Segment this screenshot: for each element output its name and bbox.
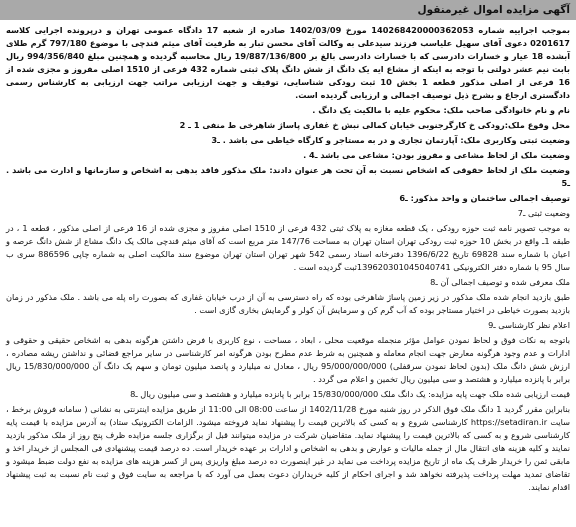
notice-title: آگهی مزایده اموال غیرمنقول [417,4,570,16]
section8-body: طبق بازدید انجام شده ملک مذکور در زیر زمین پاساژ شاهرخی بوده که راه دسترسی به آن از درب خیابان غفاری که بصورت راه پله می باشد . ملک مذکور در زمان بازدید بصورت خیاطی در اختیار مستاجر بوده که آب گرم کن و سرمایش آن کولر و گرمایش بخاری گازی است . [6,292,570,315]
notice-header [0,0,576,20]
intro-paragraph: بموجب اجراییه شماره 140268420000362053 مورخ 1402/03/09 صادره از شعبه 17 دادگاه عمومی تهران و درپرونده اجرایی کلاسه 0201617 دعوی آقای سهیل علیاسب فرزند سیدعلی به وکالت آقای محسن تبار به طرفیت آقای میثم قندچی با موضوع 797/180 گرم طلای آبشده 18 عیار و خسارات دادرسی که با خسارات دادرسی بالغ بر 19/887/136/800 ریال محاسبه گردیده و همچنین مبلغ 994/356/840 ریال بابت نیم عشر دولتی با توجه به اینکه از مشاع ایه یک دانگ از شش دانگ پلاک ثبتی شماره 432 فرعی از 1510 اصلی مفروز و مجزی شده از 16 فرعی از اصلی مذکور قطعه 1 بخش 10 ثبت رودکی شناسایی، توقیف و جهت ارزیابی مراتب جهت ارزیابی به کارشناس رسمی دادگستری ارجاع و بشرح ذیل توصیف اجمالی و ارزیابی گردیده است. [6,25,571,100]
occupancy-line: وضعیت ملک از لحاظ مشاعی و مفروز بودن: مشاعی می باشد ـ4 . [303,150,570,160]
base-price-line: قیمت ارزیابی شده ملک جهت پایه مزایده: یک دانگ ملک 15/830/000/000 برابر با پانزده میلیارد و هشتصد و سی میلیون ریال ـ8 [130,389,570,399]
address-line: محل وقوع ملک:رودکی خ کارگرجنوبی خیابان کمالی نبش خ غفاری پاساژ شاهرخی ط منفی 1 ـ 2 [179,120,570,130]
section9-heading: اعلام نظر کارشناسی ـ9 [488,320,570,330]
section7-body: به موجب تصویر نامه ثبت حوزه رودکی ، یک قطعه مغازه به پلاک ثبتی 432 فرعی از 1510 اصلی مفروز و مجزی شده از 16 فرعی از اصلی مذکور ، قطعه 1 ، در طبقه 1ـ واقع در بخش 10 حوزه ثبت رودکی تهران استان تهران به مساحت 147/76 متر مربع است که آقای میثم قندچی مالک یک دانگ مشاع از شش دانگ عرصه و اعیان با شماره سند 69828 تاریخ 1396/6/22 دفترخانه اسناد رسمی 542 شهر تهران استان تهران موضوع سند مالکیت اصلی به شماره چاپی 886596 سری ب سال 95 با شماره دفتر الکترونیکی 139620301045040741ثبت گردیده است . [6,223,570,272]
section9-body: باتوجه به نکات فوق و لحاظ نمودن عوامل مؤثر منجمله موقعیت محلی ، ابعاد ، مساحت ، نوع کاربری با فرض داشتن هرگونه بدهی به اشخاص حقیقی و حقوقی و ادارات و عدم وجود هرگونه معارض جهت انجام معامله و همچنین به شرط عدم مطرح بودن هرگونه امر کارشناسی در سایر مراجع قضائی و نداشتن ریشه مصادره ، ارزش شش دانگ ملک (بدون لحاظ نمودن سرقفلی) 95/000/000/000 ریال ، معادل نه میلیارد و پانصد میلیون تومان و سهم یک دانگ آن 15/830/000/000 ریال برابر با پانزده میلیارد و هشتصد و سی میلیون ریال تخمین و اعلام می گردد . [6,335,570,384]
summary-heading: توصیف اجمالی ساختمان و واحد مذکور: ـ6 [399,193,570,203]
registration-status-line: وضعیت ثبتی وکاربری ملک: آپارتمان تجاری و در به مستاجر و کارگاه خیاطی می باشد . ـ3 [211,135,570,145]
section8-heading: ملک معرفی شده و توصیف اجمالی آن ـ8 [430,277,570,287]
owner-line: نام و نام خانوادگی صاحب ملک: محکوم علیه با مالکیت یک دانگ . [312,105,570,115]
auction-terms-paragraph: بنابراین مقرر گردید 1 دانگ ملک فوق الذکر در روز شنبه مورخ 1402/11/28 از ساعت 08:00 الی 11:00 از طریق مزایده اینترنتی به نشانی ( سامانه فروش برخط ، سایت https://setadiran.ir کارشناسی شروع و به کسی که بالاترین قیمت را پیشنهاد نماید فروخته میشود. الزامات الکترونیک ستاد) به آدرس مزایده با قیمت پایه کارشناسی شروع و به کسی که بالاترین قیمت را پیشنهاد نماید. متقاضیان شرکت در مزایده میتوانند قبل از برگزاری جلسه مزایده ظرف پنج روز از ملک مذکور بازدید نمایند و کلیه هزینه های انتقال مال از جمله مالیات و عوارض و بدهی به اشخاص و ادارات بر عهده خریدار است. ده درصد قیمت پیشنهادی فی المجلس از خریدار اخذ و مابقی ثمن را خریدار ظرف یک ماه از تاریخ مزایده پرداخت می نماید در غیر اینصورت ده درصد مبلغ واریزی پس از کسر هزینه های مزایده به نفع دولت ضبط میشود و تقاضای تمدید مهلت پرداخت پذیرفته نخواهد شد و اجرای احکام از کلیه خریداران دعوت بعمل می آورد که با مراجعه به سایت فوق و ثبت نام نسبت به ثبت پیشنهاد اقدام نمایند. [6,404,571,492]
legal-status-line: وضعیت ملک از لحاظ حقوقی که اشخاص نسبت به آن تحت هر عنوان دادند: ملک مذکور فاقد بدهی به اشخاص و سازمانها و ادارت می باشد . ـ5 [6,165,570,188]
section7-heading: وضعیت ثبتی ـ7 [517,208,570,218]
